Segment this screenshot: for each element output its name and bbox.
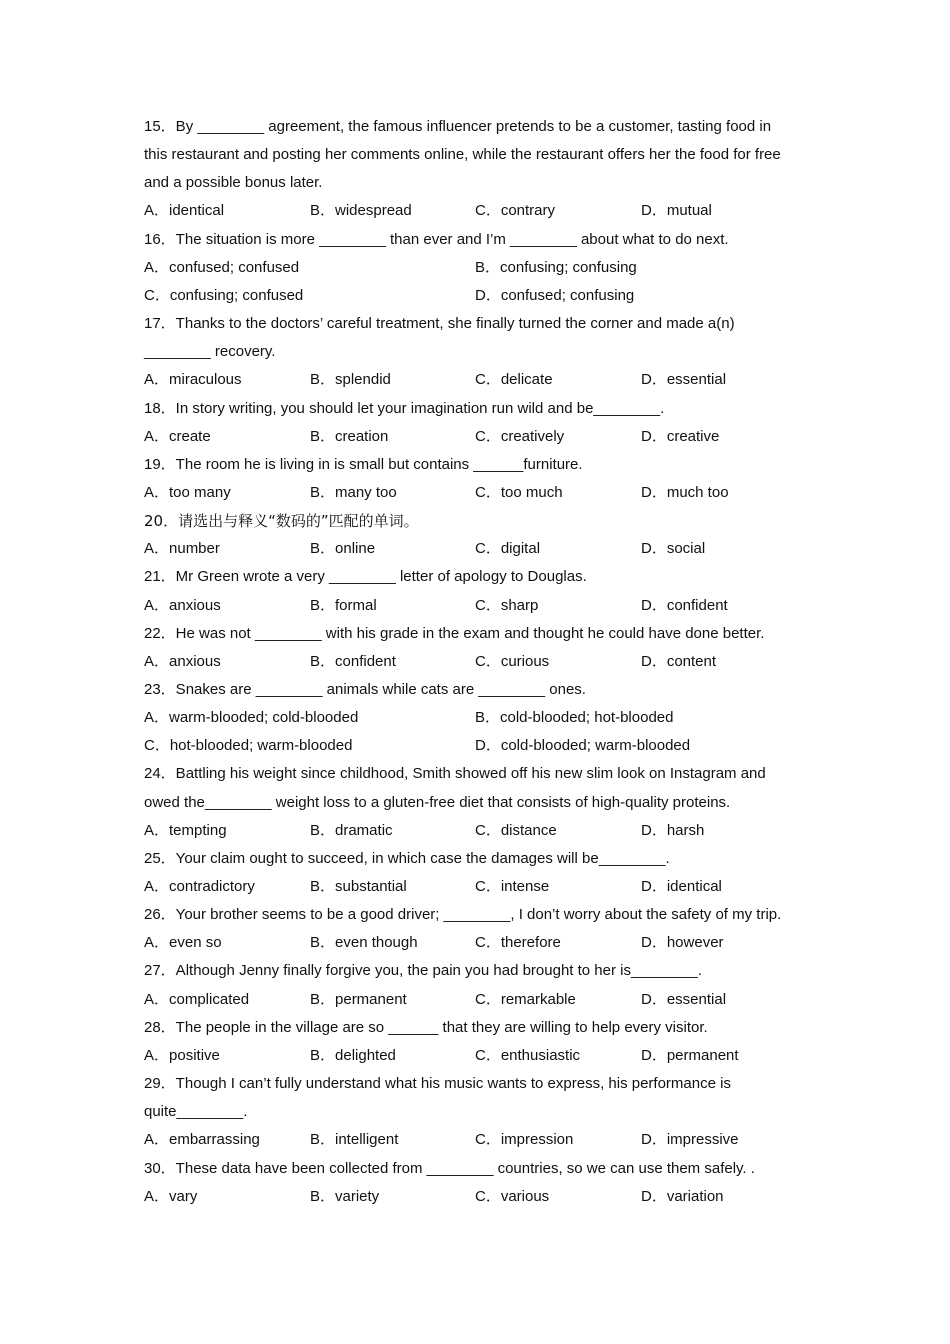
option-d: D．essential (641, 990, 727, 1008)
options-row (144, 1042, 812, 1070)
question-stem: 28．The people in the village are so ______ that they are willing to help every visitor. (144, 1018, 708, 1036)
question-stem: 19．The room he is living in is small but contains ______furniture. (144, 455, 583, 473)
question-stem-continued: ________ recovery. (144, 343, 276, 361)
option-c: C．digital (475, 540, 541, 558)
option-c: C．impression (475, 1131, 574, 1149)
option-a: A．positive (144, 1046, 220, 1064)
option-b: B．even though (310, 934, 418, 952)
question-stem: 22．He was not ________ with his grade in the exam and thought he could have done better. (144, 624, 765, 642)
option-d: D．confused; confusing (475, 286, 635, 304)
options-row (144, 873, 812, 901)
option-d: D．impressive (641, 1131, 739, 1149)
option-b: B．confident (310, 652, 396, 670)
option-d: D．content (641, 652, 717, 670)
question-block (144, 845, 812, 901)
option-c: C．sharp (475, 596, 539, 614)
question-stem: 25．Your claim ought to succeed, in which case the damages will be________. (144, 849, 670, 867)
option-d: D．cold-blooded; warm-blooded (475, 737, 691, 755)
question-stem: 21．Mr Green wrote a very ________ letter of apology to Douglas. (144, 568, 587, 586)
question-block (144, 1070, 812, 1154)
option-d: D．permanent (641, 1046, 739, 1064)
question-stem: 27．Although Jenny finally forgive you, the pain you had brought to her is________. (144, 962, 702, 980)
question-stem: 17．Thanks to the doctors’ careful treatment, she finally turned the corner and made a(n) (144, 315, 735, 333)
option-d: D．variation (641, 1187, 724, 1205)
options-row (144, 704, 812, 732)
option-d: D．creative (641, 427, 720, 445)
option-a: A．anxious (144, 596, 221, 614)
options-row (144, 817, 812, 845)
question-block (144, 1014, 812, 1070)
option-c: C．various (475, 1187, 550, 1205)
option-b: B．creation (310, 427, 389, 445)
question-block (144, 507, 812, 563)
option-c: C．too much (475, 483, 563, 501)
option-b: B．splendid (310, 371, 391, 389)
question-block (144, 620, 812, 676)
option-d: D．mutual (641, 202, 712, 220)
option-c: C．creatively (475, 427, 565, 445)
option-c: C．distance (475, 821, 557, 839)
option-b: B．cold-blooded; hot-blooded (475, 709, 674, 727)
options-row (144, 254, 812, 282)
options-row (144, 423, 812, 451)
option-d: D．harsh (641, 821, 705, 839)
options-row (144, 197, 812, 225)
options-row (144, 1183, 812, 1211)
options-row (144, 986, 812, 1014)
option-b: B．many too (310, 483, 397, 501)
question-stem: 29．Though I can’t fully understand what his music wants to express, his performance is (144, 1075, 731, 1093)
option-b: B．dramatic (310, 821, 393, 839)
option-d: D．confident (641, 596, 728, 614)
option-a: A．confused; confused (144, 258, 300, 276)
option-b: B．permanent (310, 990, 407, 1008)
question-stem: 26．Your brother seems to be a good driver; ________, I don’t worry about the safety of my trip. (144, 906, 782, 924)
question-stem: 18．In story writing, you should let your imagination run wild and be________. (144, 399, 665, 417)
question-stem: 15．By ________ agreement, the famous influencer pretends to be a customer, tasting food in (144, 118, 772, 135)
question-stem-continued: quite________. (144, 1103, 248, 1121)
option-a: A．tempting (144, 821, 227, 839)
option-c: C．intense (475, 878, 550, 896)
question-block (144, 113, 812, 226)
option-b: B．widespread (310, 202, 412, 220)
question-block (144, 957, 812, 1013)
option-b: B．delighted (310, 1046, 396, 1064)
question-stem-continued: owed the________ weight loss to a gluten-free diet that consists of high-quality proteins. (144, 793, 731, 811)
option-c: C．delicate (475, 371, 553, 389)
question-list (144, 113, 812, 1211)
option-a: A．number (144, 540, 220, 558)
option-b: B．variety (310, 1187, 380, 1205)
option-b: B．intelligent (310, 1131, 399, 1149)
options-row (144, 929, 812, 957)
option-a: A．embarrassing (144, 1131, 260, 1149)
option-a: A．identical (144, 202, 225, 220)
option-b: B．confusing; confusing (475, 258, 637, 276)
question-stem: 23．Snakes are ________ animals while cats are ________ ones. (144, 680, 586, 698)
option-a: A．warm-blooded; cold-blooded (144, 709, 359, 727)
options-row (144, 282, 812, 310)
option-d: D．identical (641, 878, 722, 896)
options-row (144, 479, 812, 507)
option-b: B．formal (310, 596, 377, 614)
option-c: C．remarkable (475, 990, 576, 1008)
question-block (144, 1155, 812, 1211)
option-c: C．contrary (475, 202, 556, 220)
question-block (144, 901, 812, 957)
option-d: D．essential (641, 371, 727, 389)
option-a: A．create (144, 427, 211, 445)
options-row (144, 648, 812, 676)
options-row (144, 1126, 812, 1154)
question-stem: 20．请选出与释义“数码的”匹配的单词。 (144, 512, 419, 531)
option-b: B．online (310, 540, 376, 558)
question-block (144, 676, 812, 760)
question-stem-continued: this restaurant and posting her comments online, while the restaurant offers her the food for free (144, 146, 781, 164)
question-stem: 30．These data have been collected from ________ countries, so we can use them safely. . (144, 1159, 755, 1177)
options-row (144, 366, 812, 394)
options-row (144, 535, 812, 563)
question-block (144, 451, 812, 507)
option-a: A．complicated (144, 990, 250, 1008)
question-stem: 16．The situation is more ________ than ever and I’m ________ about what to do next. (144, 230, 729, 248)
option-a: A．miraculous (144, 371, 242, 389)
option-d: D．social (641, 540, 706, 558)
option-c: C．curious (475, 652, 550, 670)
options-row (144, 732, 812, 760)
option-c: C．enthusiastic (475, 1046, 581, 1064)
option-a: A．anxious (144, 652, 221, 670)
option-d: D．much too (641, 483, 729, 501)
options-row (144, 592, 812, 620)
option-c: C．hot-blooded; warm-blooded (144, 737, 353, 755)
option-d: D．however (641, 934, 724, 952)
option-a: A．even so (144, 934, 222, 952)
question-block (144, 760, 812, 844)
option-c: C．confusing; confused (144, 286, 304, 304)
question-block (144, 226, 812, 310)
option-a: A．too many (144, 483, 231, 501)
question-block (144, 395, 812, 451)
question-stem-continued: and a possible bonus later. (144, 174, 323, 192)
question-block (144, 310, 812, 394)
question-block (144, 563, 812, 619)
question-stem: 24．Battling his weight since childhood, Smith showed off his new slim look on Instagram and (144, 765, 766, 783)
option-a: A．vary (144, 1187, 198, 1205)
option-a: A．contradictory (144, 878, 255, 896)
option-b: B．substantial (310, 878, 407, 896)
option-c: C．therefore (475, 934, 561, 952)
